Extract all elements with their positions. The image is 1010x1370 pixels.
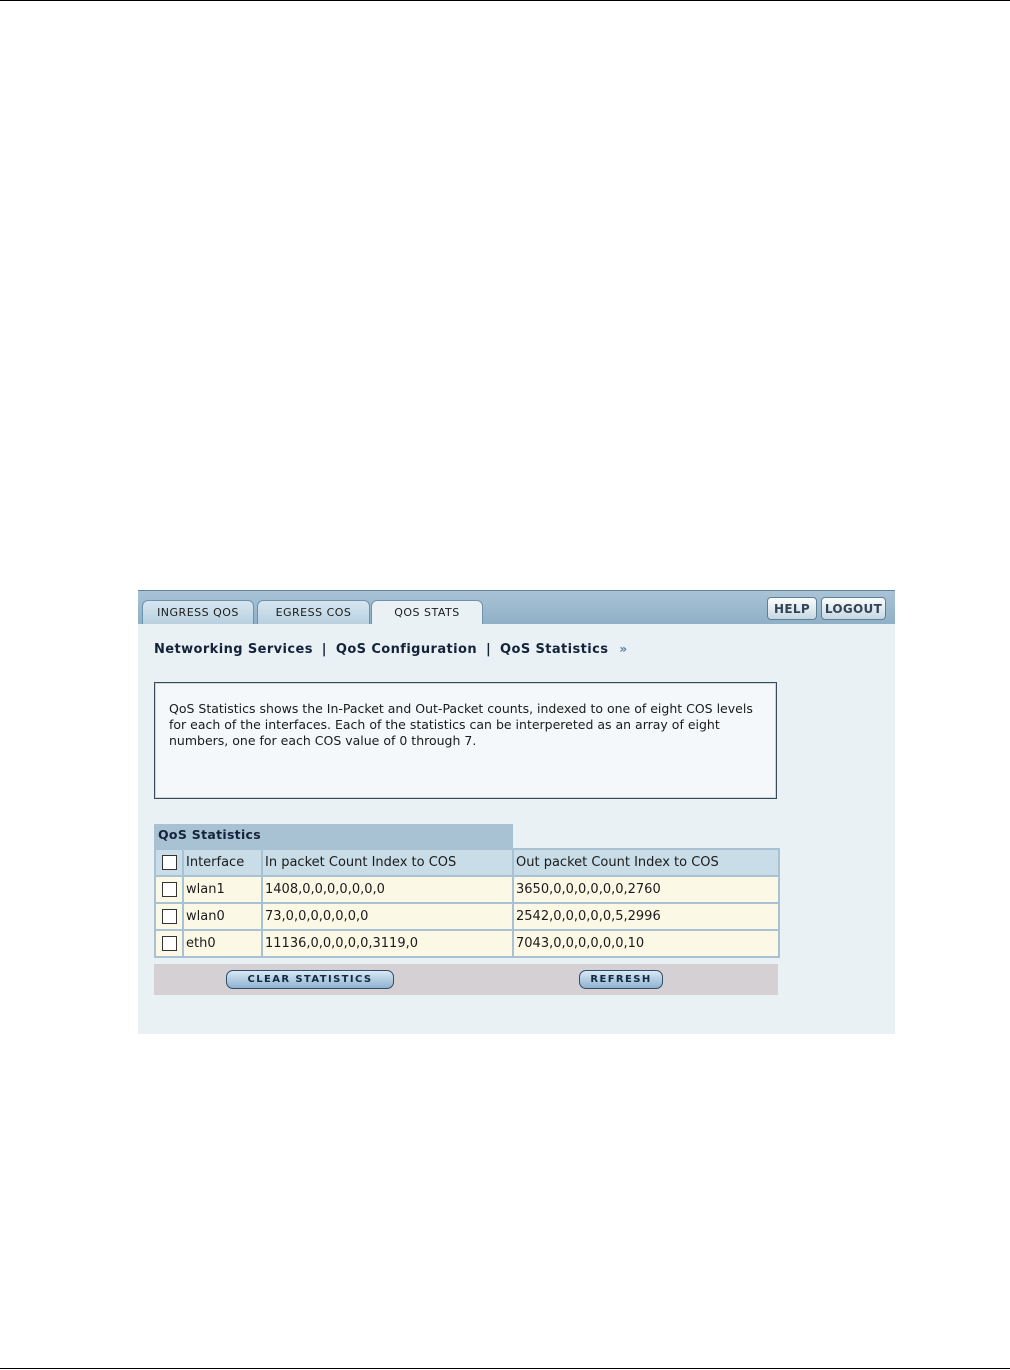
row-checkbox-wlan1[interactable] (162, 882, 177, 897)
column-header-in-packet: In packet Count Index to COS (262, 849, 513, 876)
description-box (154, 682, 777, 799)
stats-table (154, 848, 780, 958)
in-count-cell: 11136,0,0,0,0,0,3119,0 (262, 930, 513, 957)
column-header-out-packet: Out packet Count Index to COS (513, 849, 779, 876)
page-top-rule (0, 0, 1010, 1)
table-row (155, 930, 779, 957)
table-header-row (155, 849, 779, 876)
interface-cell: wlan1 (183, 876, 262, 903)
clear-statistics-button[interactable]: CLEAR STATISTICS (226, 970, 394, 989)
breadcrumb-networking-services[interactable]: Networking Services (154, 642, 313, 657)
table-row (155, 876, 779, 903)
refresh-button[interactable]: REFRESH (579, 970, 663, 989)
row-checkbox-eth0[interactable] (162, 936, 177, 951)
table-row (155, 903, 779, 930)
interface-cell: eth0 (183, 930, 262, 957)
in-count-cell: 73,0,0,0,0,0,0,0 (262, 903, 513, 930)
in-count-cell: 1408,0,0,0,0,0,0,0 (262, 876, 513, 903)
description-text: QoS Statistics shows the In-Packet and Out-Packet counts, indexed to one of eight COS levels for each of the interfaces. Each of the statistics can be interpereted as an array of eight numbers, one for each COS value of 0 through 7. (169, 701, 753, 748)
out-count-cell: 7043,0,0,0,0,0,0,10 (513, 930, 779, 957)
breadcrumb-qos-configuration[interactable]: QoS Configuration (335, 642, 477, 657)
logout-button[interactable]: LOGOUT (821, 597, 886, 620)
tab-bar (138, 590, 895, 624)
breadcrumb-separator: | (485, 642, 492, 657)
breadcrumb-separator: | (321, 642, 327, 657)
double-chevron-right-icon: » (619, 642, 628, 656)
tab-qos-stats[interactable]: QOS STATS (371, 600, 483, 624)
action-bar (154, 964, 778, 995)
breadcrumb-qos-statistics: QoS Statistics (500, 642, 609, 657)
qos-stats-panel (138, 590, 895, 1034)
tab-egress-cos[interactable]: EGRESS COS (257, 600, 370, 624)
help-button[interactable]: HELP (767, 597, 817, 620)
out-count-cell: 3650,0,0,0,0,0,0,2760 (513, 876, 779, 903)
page-bottom-rule (0, 1368, 1010, 1369)
interface-cell: wlan0 (183, 903, 262, 930)
tab-ingress-qos[interactable]: INGRESS QOS (142, 600, 254, 624)
select-all-checkbox[interactable] (162, 855, 177, 870)
row-checkbox-wlan0[interactable] (162, 909, 177, 924)
breadcrumb (154, 642, 627, 657)
stats-table-title: QoS Statistics (154, 824, 513, 848)
out-count-cell: 2542,0,0,0,0,0,5,2996 (513, 903, 779, 930)
column-header-interface: Interface (183, 849, 262, 876)
